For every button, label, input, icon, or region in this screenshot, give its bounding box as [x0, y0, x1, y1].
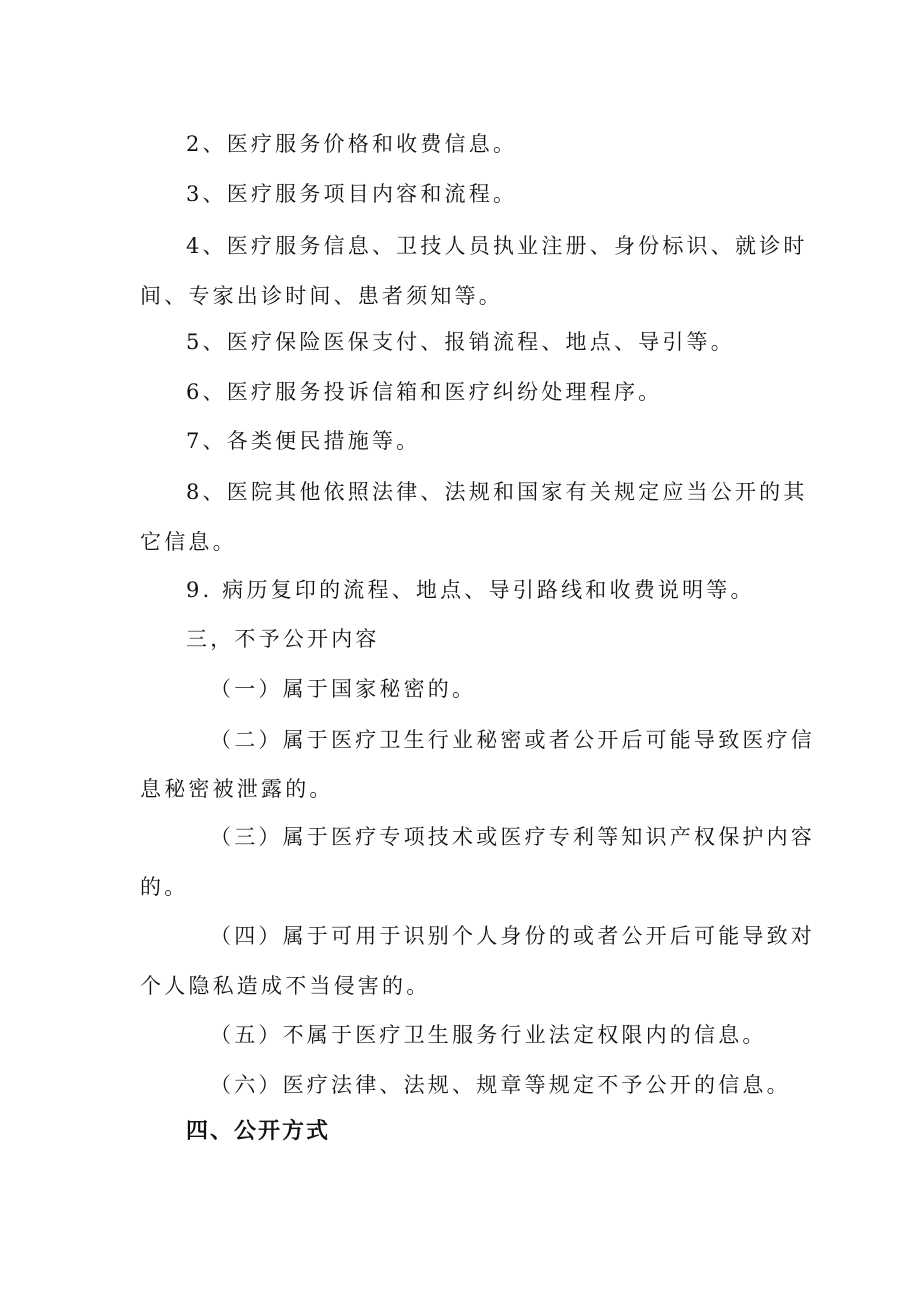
- section-4-heading: 四、公开方式: [186, 1119, 331, 1144]
- item-8-other-info-line1: 8、医院其他依照法律、法规和国家有关规定应当公开的其: [186, 480, 808, 504]
- item-5-insurance: 5、医疗保险医保支付、报销流程、地点、导引等。: [186, 330, 735, 354]
- item-8-other-info-line2: 它信息。: [140, 530, 237, 554]
- item-6-complaints: 6、医疗服务投诉信箱和医疗纠纷处理程序。: [186, 380, 663, 404]
- exclusion-4-line1: （四）属于可用于识别个人身份的或者公开后可能导致对: [210, 924, 815, 948]
- item-2-price-info: 2、医疗服务价格和收费信息。: [186, 132, 518, 156]
- exclusion-2-line2: 息秘密被泄露的。: [140, 777, 334, 801]
- exclusion-3-line2: 的。: [140, 875, 189, 899]
- item-7-convenience: 7、各类便民措施等。: [186, 429, 421, 453]
- exclusion-5: （五）不属于医疗卫生服务行业法定权限内的信息。: [210, 1023, 767, 1047]
- exclusion-6: （六）医疗法律、法规、规章等规定不予公开的信息。: [210, 1073, 791, 1097]
- exclusion-1: （一）属于国家秘密的。: [210, 677, 477, 701]
- item-3-service-items: 3、医疗服务项目内容和流程。: [186, 182, 518, 206]
- item-9-medical-records: 9. 病历复印的流程、地点、导引路线和收费说明等。: [186, 578, 755, 602]
- exclusion-3-line1: （三）属于医疗专项技术或医疗专利等知识产权保护内容: [210, 825, 815, 849]
- exclusion-4-line2: 个人隐私造成不当侵害的。: [140, 974, 431, 998]
- item-4-service-info-line2: 间、专家出诊时间、患者须知等。: [140, 284, 503, 308]
- item-4-service-info-line1: 4、医疗服务信息、卫技人员执业注册、身份标识、就诊时: [186, 234, 808, 258]
- section-3-title: 三，不予公开内容: [186, 627, 380, 651]
- exclusion-2-line1: （二）属于医疗卫生行业秘密或者公开后可能导致医疗信: [210, 728, 815, 752]
